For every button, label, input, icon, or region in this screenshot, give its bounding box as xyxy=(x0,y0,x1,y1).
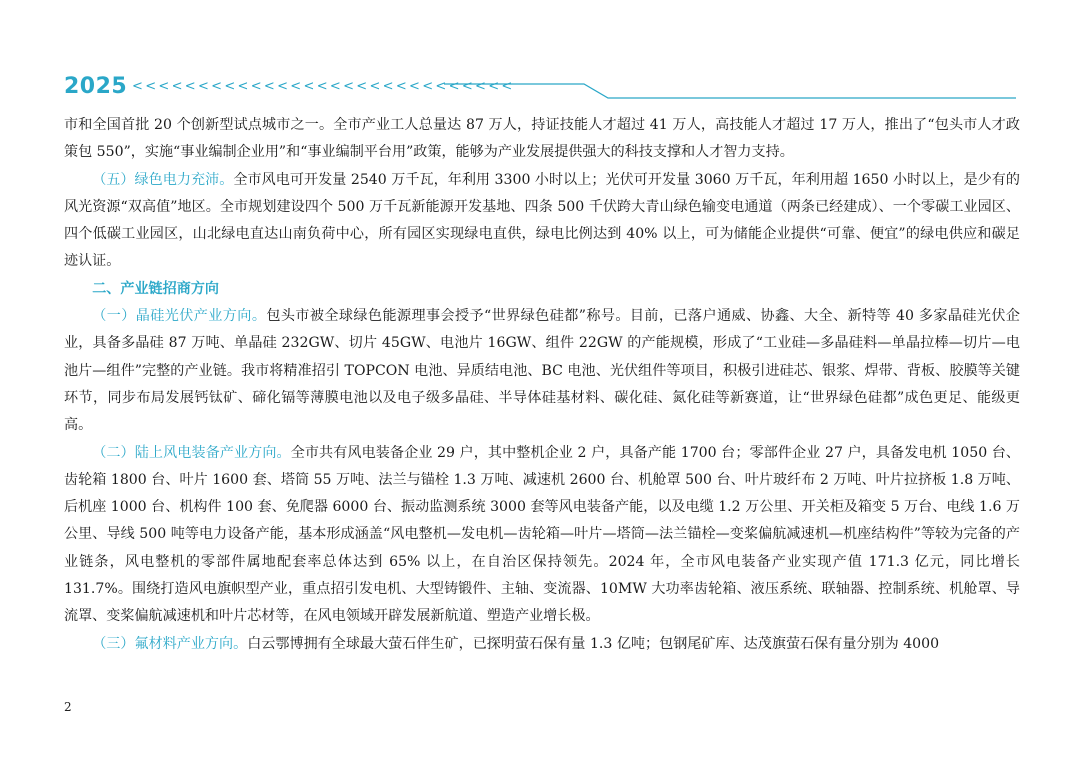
paragraph-wind xyxy=(64,440,1020,631)
paragraph-talent xyxy=(64,112,1020,167)
paragraph-lead: （三）氟材料产业方向。 xyxy=(92,635,248,652)
paragraph-lead: （五）绿色电力充沛。 xyxy=(92,171,234,188)
header-rule xyxy=(64,72,1016,108)
paragraph-text: 全市共有风电装备企业 29 户，其中整机企业 2 户，具备产能 1700 台；零部件企业 27 户，具备发电机 1050 台、齿轮箱 1800 台、叶片 1600 套、塔筒 55 万吨、法兰与锚栓 1.3 万吨、减速机 2600 台、机舱罩 500 台、叶片玻纤布 2 万吨、叶片拉挤板 1.8 万吨、后机座 1000 台、机构件 100 套、免爬器 6000 台、振动监测系统 3000 套等风电装备产能，以及电缆 1.2 万公里、开关柜及箱变 5 万台、电线 1.6 万公里、导线 500 吨等电力设备产能，基本形成涵盖“风电整机—发电机—齿轮箱—叶片—塔筒—法兰锚栓—变桨偏航减速机—机座结构件”等较为完备的产业链条，风电整机的零部件属地配套率总体达到 65% 以上，在自治区保持领先。2024 年，全市风电装备产业实现产值 171.3 亿元，同比增长 131.7%。围绕打造风电旗帜型产业，重点招引发电机、大型铸锻件、主轴、变流器、10MW 大功率齿轮箱、液压系统、联轴器、控制系统、机舱罩、导流罩、变桨偏航减速机和叶片芯材等，在风电领域开辟发展新航道、塑造产业增长极。 xyxy=(64,444,1020,625)
body-text xyxy=(64,112,1020,658)
paragraph-lead: （二）陆上风电装备产业方向。 xyxy=(92,444,291,461)
paragraph-text: 全市风电可开发量 2540 万千瓦，年利用 3300 小时以上；光伏可开发量 3060 万千瓦，年利用超 1650 小时以上，是少有的风光资源“双高值”地区。全市规划建设四个 500 万千瓦新能源开发基地、四条 500 千伏跨大青山绿色输变电通道（两条已经建成）、一个零碳工业园区、四个低碳工业园区，山北绿电直达山南负荷中心，所有园区实现绿电直供，绿电比例达到 40% 以上，可为储能企业提供“可靠、便宜”的绿电供应和碳足迹认证。 xyxy=(64,171,1021,270)
page-number: 2 xyxy=(64,700,72,714)
paragraph-text: 包头市被全球绿色能源理事会授予“世界绿色硅都”称号。目前，已落户通威、协鑫、大全、新特等 40 多家晶硅光伏企业，具备多晶硅 87 万吨、单晶硅 232GW、切片 45GW、电池片 16GW、组件 22GW 的产能规模，形成了“工业硅—多晶硅料—单晶拉棒—切片—电池片—组件”完整的产业链。我市将精准招引 TOPCON 电池、异质结电池、BC 电池、光伏组件等项目，积极引进硅芯、银浆、焊带、背板、胶膜等关键环节，同步布局发展钙钛矿、碲化镉等薄膜电池以及电子级多晶硅、半导体硅基材料、碳化硅、氮化硅等新赛道，让“世界绿色硅都”成色更足、能级更高。 xyxy=(64,308,1020,434)
header-chevrons: <<<<<<<<<<<<<<<<<<<<<<<<<<<<< xyxy=(132,79,515,94)
paragraph-lead: （一）晶硅光伏产业方向。 xyxy=(92,308,267,325)
paragraph-text: 白云鄂博拥有全球最大萤石伴生矿，已探明萤石保有量 1.3 亿吨；包钢尾矿库、达茂旗萤石保有量分别为 4000 xyxy=(247,635,940,652)
paragraph-green-power xyxy=(64,167,1020,276)
page-header xyxy=(64,72,1016,108)
section-heading xyxy=(64,276,1020,303)
section-title: 二、产业链招商方向 xyxy=(92,280,220,297)
paragraph-text: 市和全国首批 20 个创新型试点城市之一。全市产业工人总量达 87 万人，持证技能人才超过 41 万人，高技能人才超过 17 万人，推出了“包头市人才政策包 550”，实施“事业编制企业用”和“事业编制平台用”政策，能够为产业发展提供强大的科技支撑和人才智力支持。 xyxy=(64,117,1020,161)
paragraph-fluorine xyxy=(64,631,1020,658)
paragraph-pv xyxy=(64,303,1020,439)
header-year: 2025 xyxy=(64,74,128,99)
